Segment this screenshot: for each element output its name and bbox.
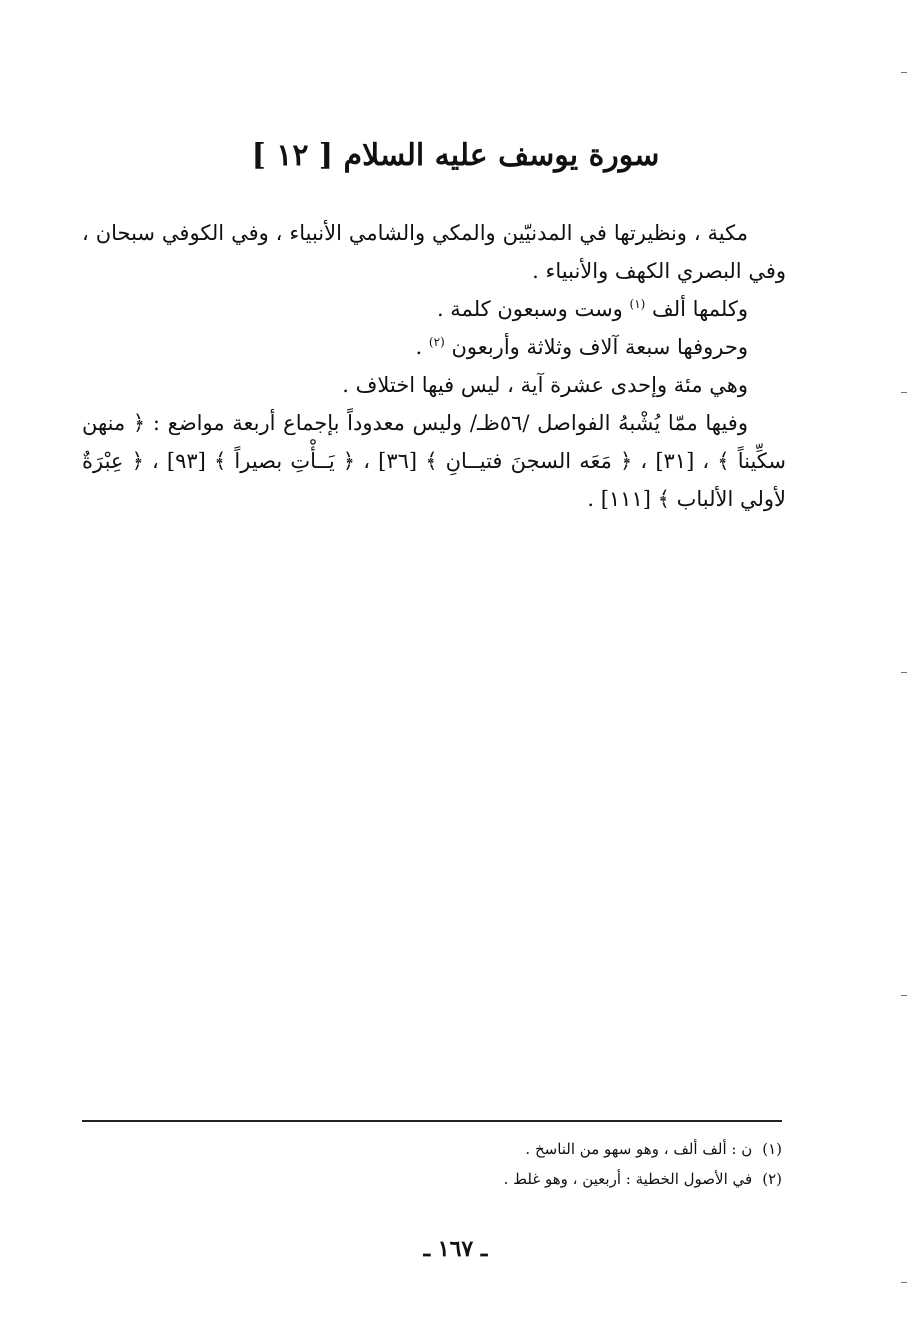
scan-edge-mark <box>901 995 907 996</box>
scan-edge-mark <box>901 1282 907 1283</box>
footnote-ref-2[interactable]: (٢) <box>428 335 445 349</box>
paragraph-letter-count <box>82 328 786 366</box>
paragraph-similar-endings: وفيها ممّا يُشْبهُ الفواصل /٥٦ظـ/ وليس معدوداً بإجماع أربعة مواضع : ﴿ منهن سكِّيناً ﴾ ، [٣١] ، ﴿ مَعَه السجنَ فتيــانِ ﴾ [٣٦] ، ﴿ يَــأْتِ بصيراً ﴾ [٩٣] ، ﴿ عِبْرَةٌ لأولي الألباب ﴾ [١١١] . <box>82 411 786 511</box>
paragraph-verse-count: وهي مئة وإحدى عشرة آية ، ليس فيها اختلاف . <box>342 373 748 397</box>
word-count-text-end: وست وسبعون كلمة . <box>436 297 623 321</box>
footnote-divider <box>82 1120 782 1122</box>
letter-count-text: وحروفها سبعة آلاف وثلاثة وأربعون <box>451 335 748 359</box>
footnote-ref-1[interactable]: (١) <box>629 297 646 311</box>
body-text <box>82 214 786 518</box>
footnotes <box>82 1134 782 1194</box>
letter-count-text-end: . <box>415 335 423 359</box>
page-number: ـ ١٦٧ ـ <box>423 1236 488 1262</box>
footnote-1-number: (١) <box>762 1140 782 1158</box>
footnote-1-text: ن : ألف ألف ، وهو سهو من الناسخ . <box>525 1140 753 1158</box>
scan-edge-mark <box>901 672 907 673</box>
paragraph-word-count <box>82 290 786 328</box>
word-count-text: وكلمها ألف <box>652 297 748 321</box>
footnote-2 <box>82 1164 782 1194</box>
footnote-2-text: في الأصول الخطية : أربعين ، وهو غلط . <box>503 1170 753 1188</box>
footnote-1 <box>82 1134 782 1164</box>
scan-edge-mark <box>901 392 907 393</box>
paragraph-classification: مكية ، ونظيرتها في المدنيّين والمكي والشامي الأنبياء ، وفي الكوفي سبحان ، وفي البصري الكهف والأنبياء . <box>82 221 786 283</box>
scan-edge-mark <box>901 72 907 73</box>
footnote-2-number: (٢) <box>762 1170 782 1188</box>
surah-heading: سورة يوسف عليه السلام [ ١٢ ] <box>251 138 660 173</box>
